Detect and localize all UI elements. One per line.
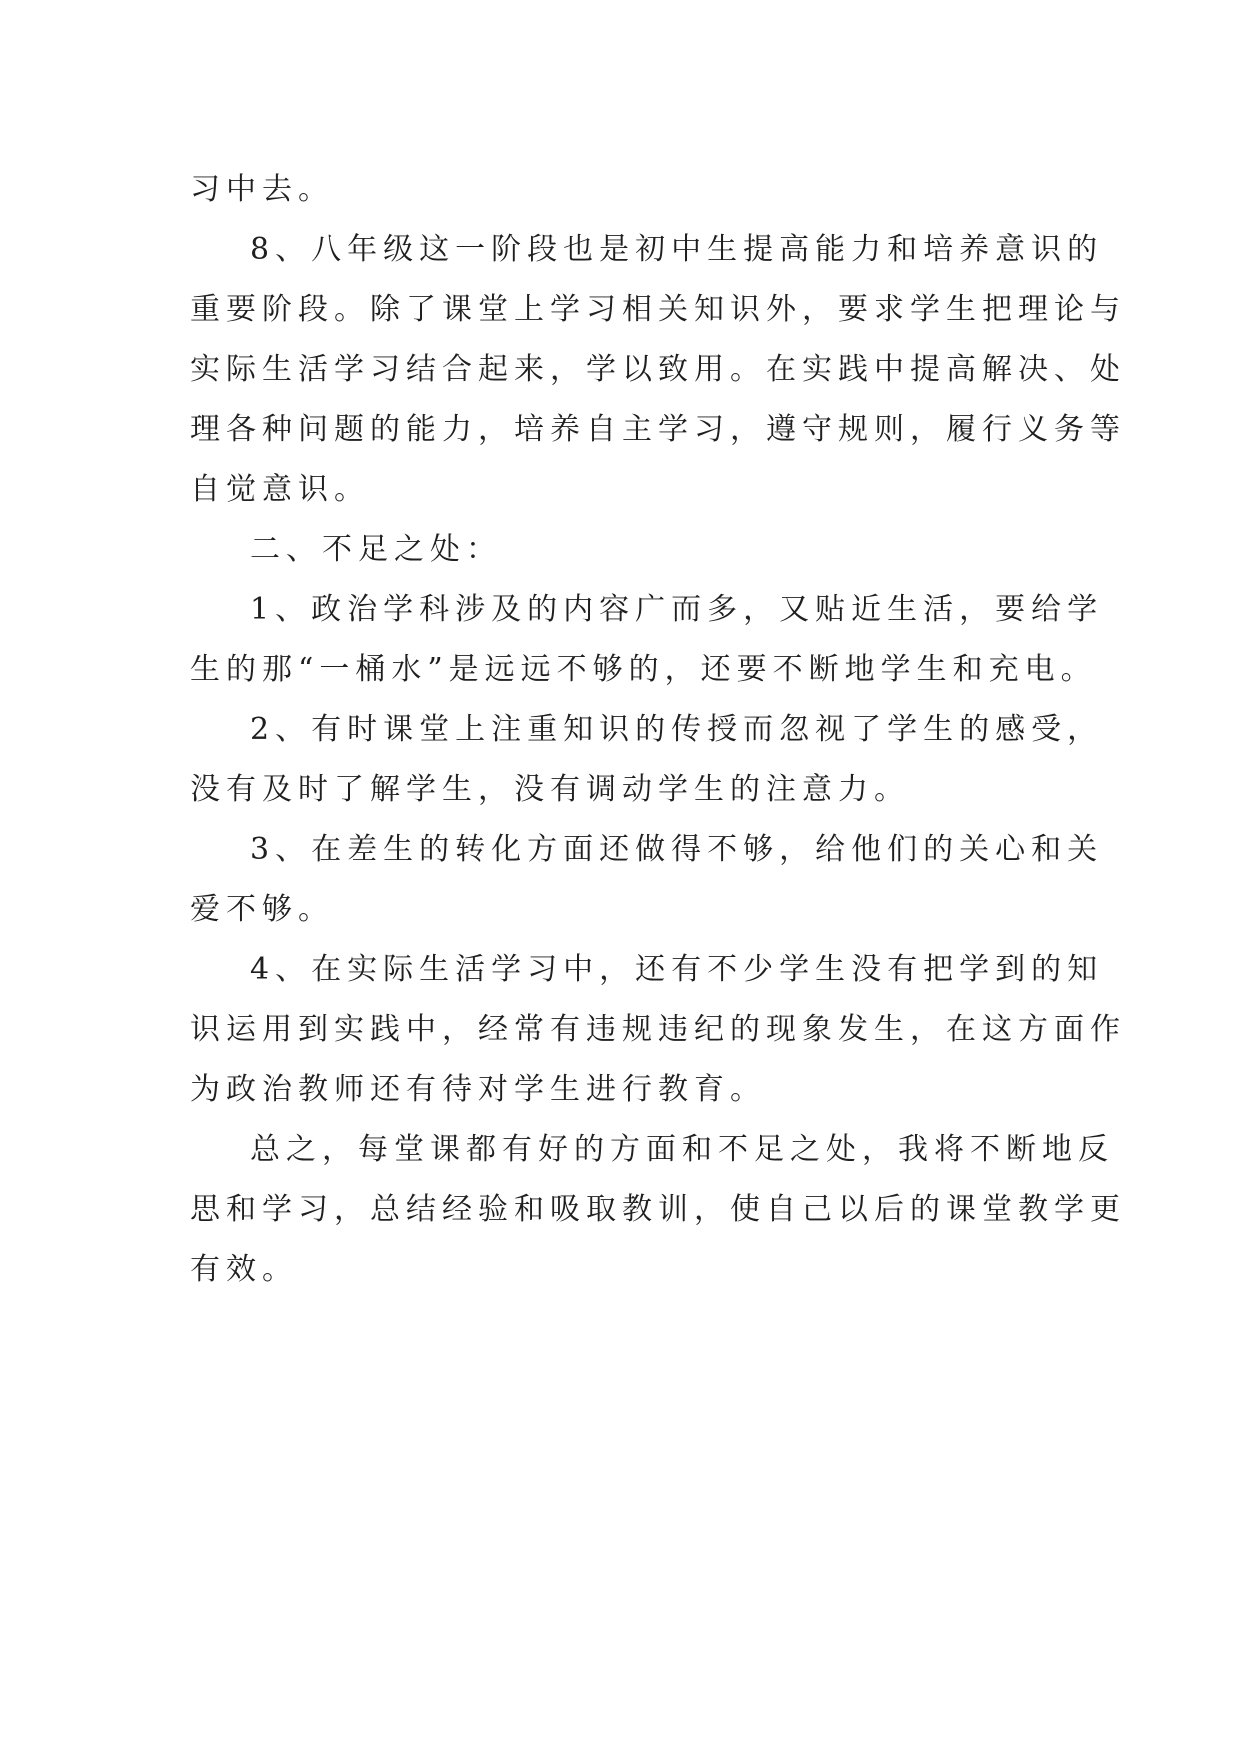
text-line-15: 识运用到实践中，经常有违规违纪的现象发生，在这方面作 (190, 1012, 1126, 1047)
text-line-9: 生的那“一桶水”是远远不够的，还要不断地学生和充电。 (190, 652, 1097, 687)
text-line-13: 爱不够。 (190, 892, 334, 927)
text-line-5: 理各种问题的能力，培养自主学习，遵守规则，履行义务等 (190, 412, 1126, 447)
text-line-19: 有效。 (190, 1252, 298, 1287)
text-line-14: 4、在实际生活学习中，还有不少学生没有把学到的知 (250, 952, 1104, 987)
document-body (190, 160, 1126, 1300)
text-line-1: 习中去。 (190, 172, 334, 207)
section-heading-shortcomings: 二、不足之处： (250, 532, 502, 567)
text-line-16: 为政治教师还有待对学生进行教育。 (190, 1072, 766, 1107)
text-line-11: 没有及时了解学生，没有调动学生的注意力。 (190, 772, 910, 807)
text-line-6: 自觉意识。 (190, 472, 370, 507)
text-line-8: 1、政治学科涉及的内容广而多，又贴近生活，要给学 (250, 592, 1104, 627)
text-line-3: 重要阶段。除了课堂上学习相关知识外，要求学生把理论与 (190, 292, 1126, 327)
text-line-10: 2、有时课堂上注重知识的传授而忽视了学生的感受， (250, 712, 1104, 747)
text-line-2: 8、八年级这一阶段也是初中生提高能力和培养意识的 (250, 232, 1104, 267)
text-line-12: 3、在差生的转化方面还做得不够，给他们的关心和关 (250, 832, 1104, 867)
text-line-17: 总之，每堂课都有好的方面和不足之处，我将不断地反 (250, 1132, 1114, 1167)
text-line-4: 实际生活学习结合起来，学以致用。在实践中提高解决、处 (190, 352, 1126, 387)
text-line-18: 思和学习，总结经验和吸取教训，使自己以后的课堂教学更 (190, 1192, 1126, 1227)
